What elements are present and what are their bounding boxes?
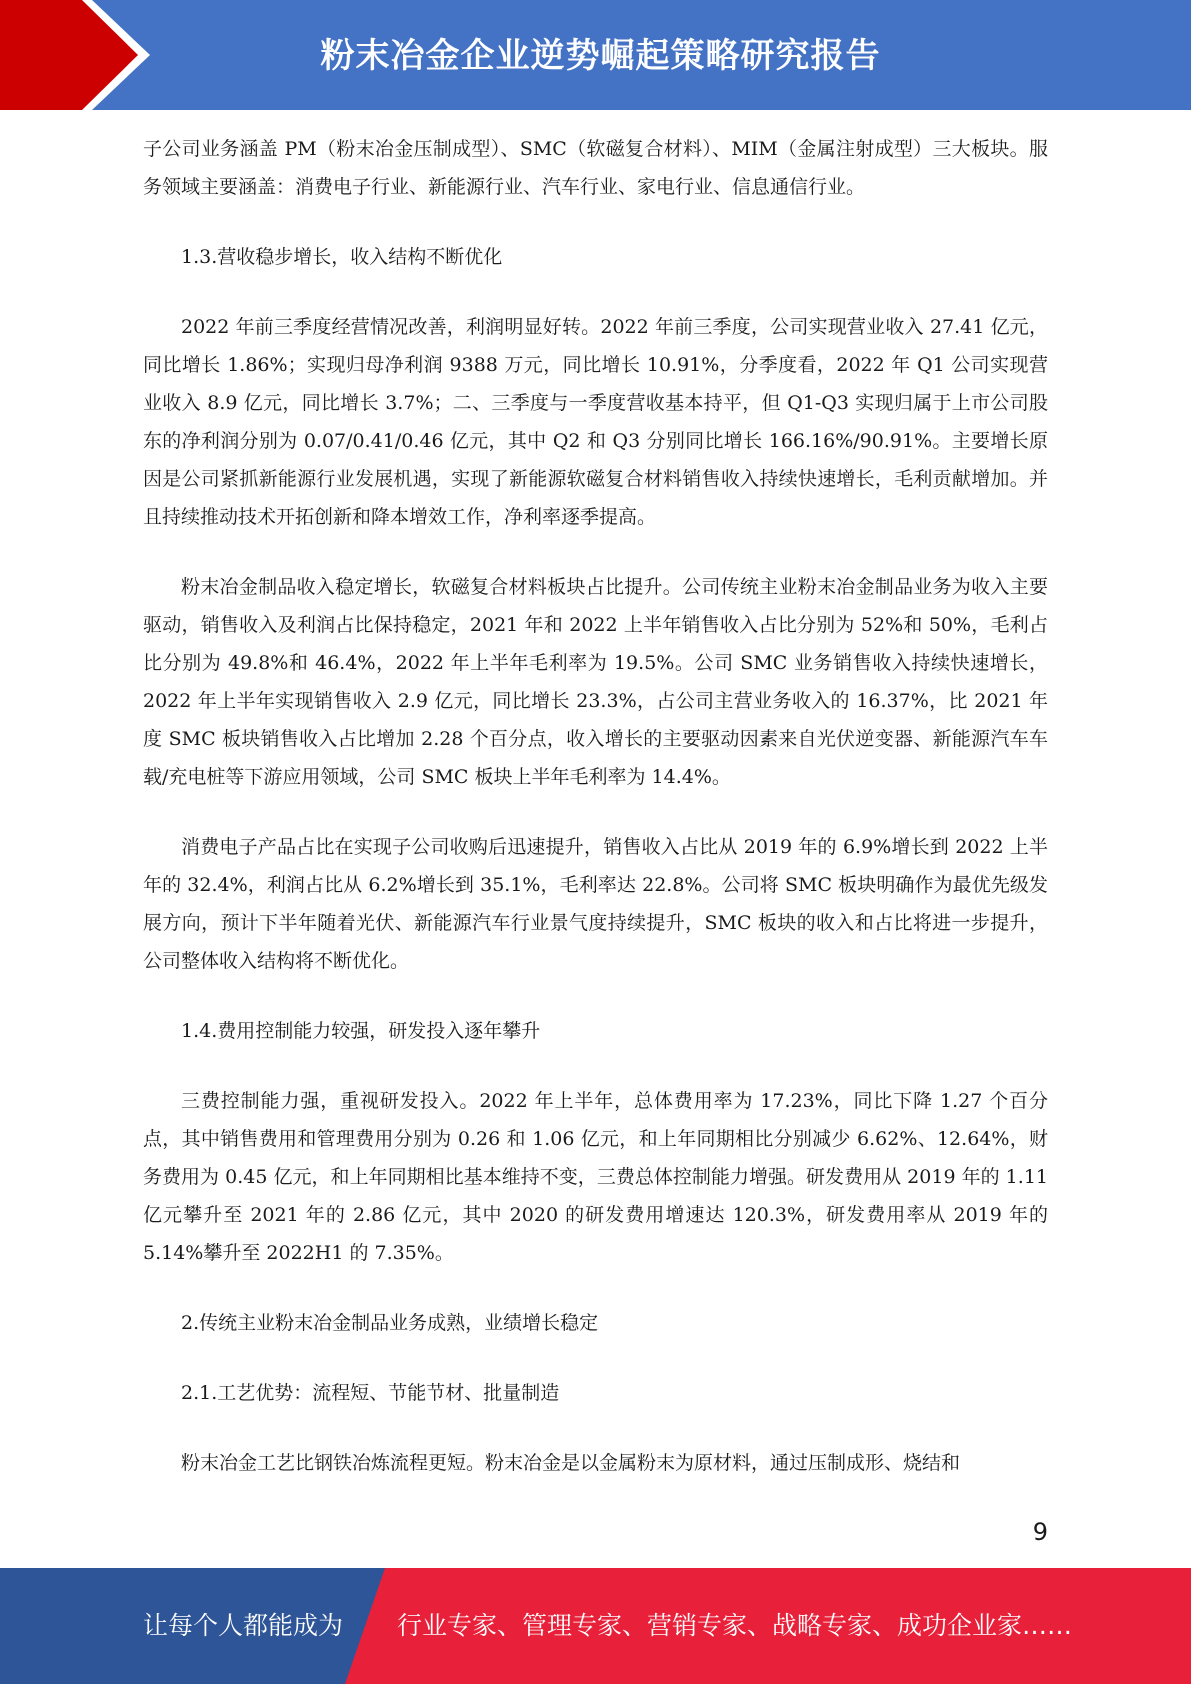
page-number: 9 [1032, 1518, 1048, 1546]
paragraph-1: 子公司业务涵盖 PM（粉末冶金压制成型）、SMC（软磁复合材料）、MIM（金属注射成型）三大板块。服务领域主要涵盖：消费电子行业、新能源行业、汽车行业、家电行业、信息通信行业。 [143, 138, 1048, 198]
paragraph-2: 2022 年前三季度经营情况改善，利润明显好转。2022 年前三季度，公司实现营业收入 27.41 亿元，同比增长 1.86%；实现归母净利润 9388 万元，同比增长 10.91%，分季度看，2022 年 Q1 公司实现营业收入 8.9 亿元，同比增长 3.7%；二、三季度与一季度营收基本持平，但 Q1-Q3 实现归属于上市公司股东的净利润分别为 0.07/0.41/0.46 亿元，其中 Q2 和 Q3 分别同比增长 166.16%/90.91%。主要增长原因是公司紧抓新能源行业发展机遇，实现了新能源软磁复合材料销售收入持续快速增长，毛利贡献增加。并且持续推动技术开拓创新和降本增效工作，净利率逐季提高。 [143, 316, 1048, 528]
page-header [0, 0, 1191, 110]
paragraph-3: 粉末冶金制品收入稳定增长，软磁复合材料板块占比提升。公司传统主业粉末冶金制品业务为收入主要驱动，销售收入及利润占比保持稳定，2021 年和 2022 上半年销售收入占比分别为 52%和 50%，毛利占比分别为 49.8%和 46.4%，2022 年上半年毛利率为 19.5%。公司 SMC 业务销售收入持续快速增长，2022 年上半年实现销售收入 2.9 亿元，同比增长 23.3%，占公司主营业务收入的 16.37%，比 2021 年度 SMC 板块销售收入占比增加 2.28 个百分点，收入增长的主要驱动因素来自光伏逆变器、新能源汽车车载/充电桩等下游应用领域，公司 SMC 板块上半年毛利率为 14.4%。 [143, 576, 1048, 788]
footer-slogan-right: 行业专家、管理专家、营销专家、战略专家、成功企业家…… [397, 1611, 1073, 1640]
section-heading-1-3: 1.3.营收稳步增长，收入结构不断优化 [181, 246, 503, 268]
section-heading-2: 2.传统主业粉末冶金制品业务成熟，业绩增长稳定 [181, 1312, 599, 1334]
report-title: 粉末冶金企业逆势崛起策略研究报告 [320, 36, 881, 76]
paragraph-4: 消费电子产品占比在实现子公司收购后迅速提升，销售收入占比从 2019 年的 6.9%增长到 2022 上半年的 32.4%，利润占比从 6.2%增长到 35.1%，毛利率达 22.8%。公司将 SMC 板块明确作为最优先级发展方向，预计下半年随着光伏、新能源汽车行业景气度持续提升，SMC 板块的收入和占比将进一步提升，公司整体收入结构将不断优化。 [143, 836, 1048, 972]
section-heading-1-4: 1.4.费用控制能力较强，研发投入逐年攀升 [181, 1020, 541, 1042]
page-footer [0, 1568, 1191, 1684]
section-heading-2-1: 2.1.工艺优势：流程短、节能节材、批量制造 [181, 1382, 560, 1404]
paragraph-6: 粉末冶金工艺比钢铁冶炼流程更短。粉末冶金是以金属粉末为原材料，通过压制成形、烧结和 [181, 1452, 961, 1474]
paragraph-5: 三费控制能力强，重视研发投入。2022 年上半年，总体费用率为 17.23%，同比下降 1.27 个百分点，其中销售费用和管理费用分别为 0.26 和 1.06 亿元，和上年同期相比分别减少 6.62%、12.64%，财务费用为 0.45 亿元，和上年同期相比基本维持不变，三费总体控制能力增强。研发费用从 2019 年的 1.11 亿元攀升至 2021 年的 2.86 亿元，其中 2020 的研发费用增速达 120.3%，研发费用率从 2019 年的 5.14%攀升至 2022H1 的 7.35%。 [143, 1090, 1048, 1264]
footer-slogan-left: 让每个人都能成为 [143, 1611, 344, 1640]
body-text [143, 130, 1048, 1514]
